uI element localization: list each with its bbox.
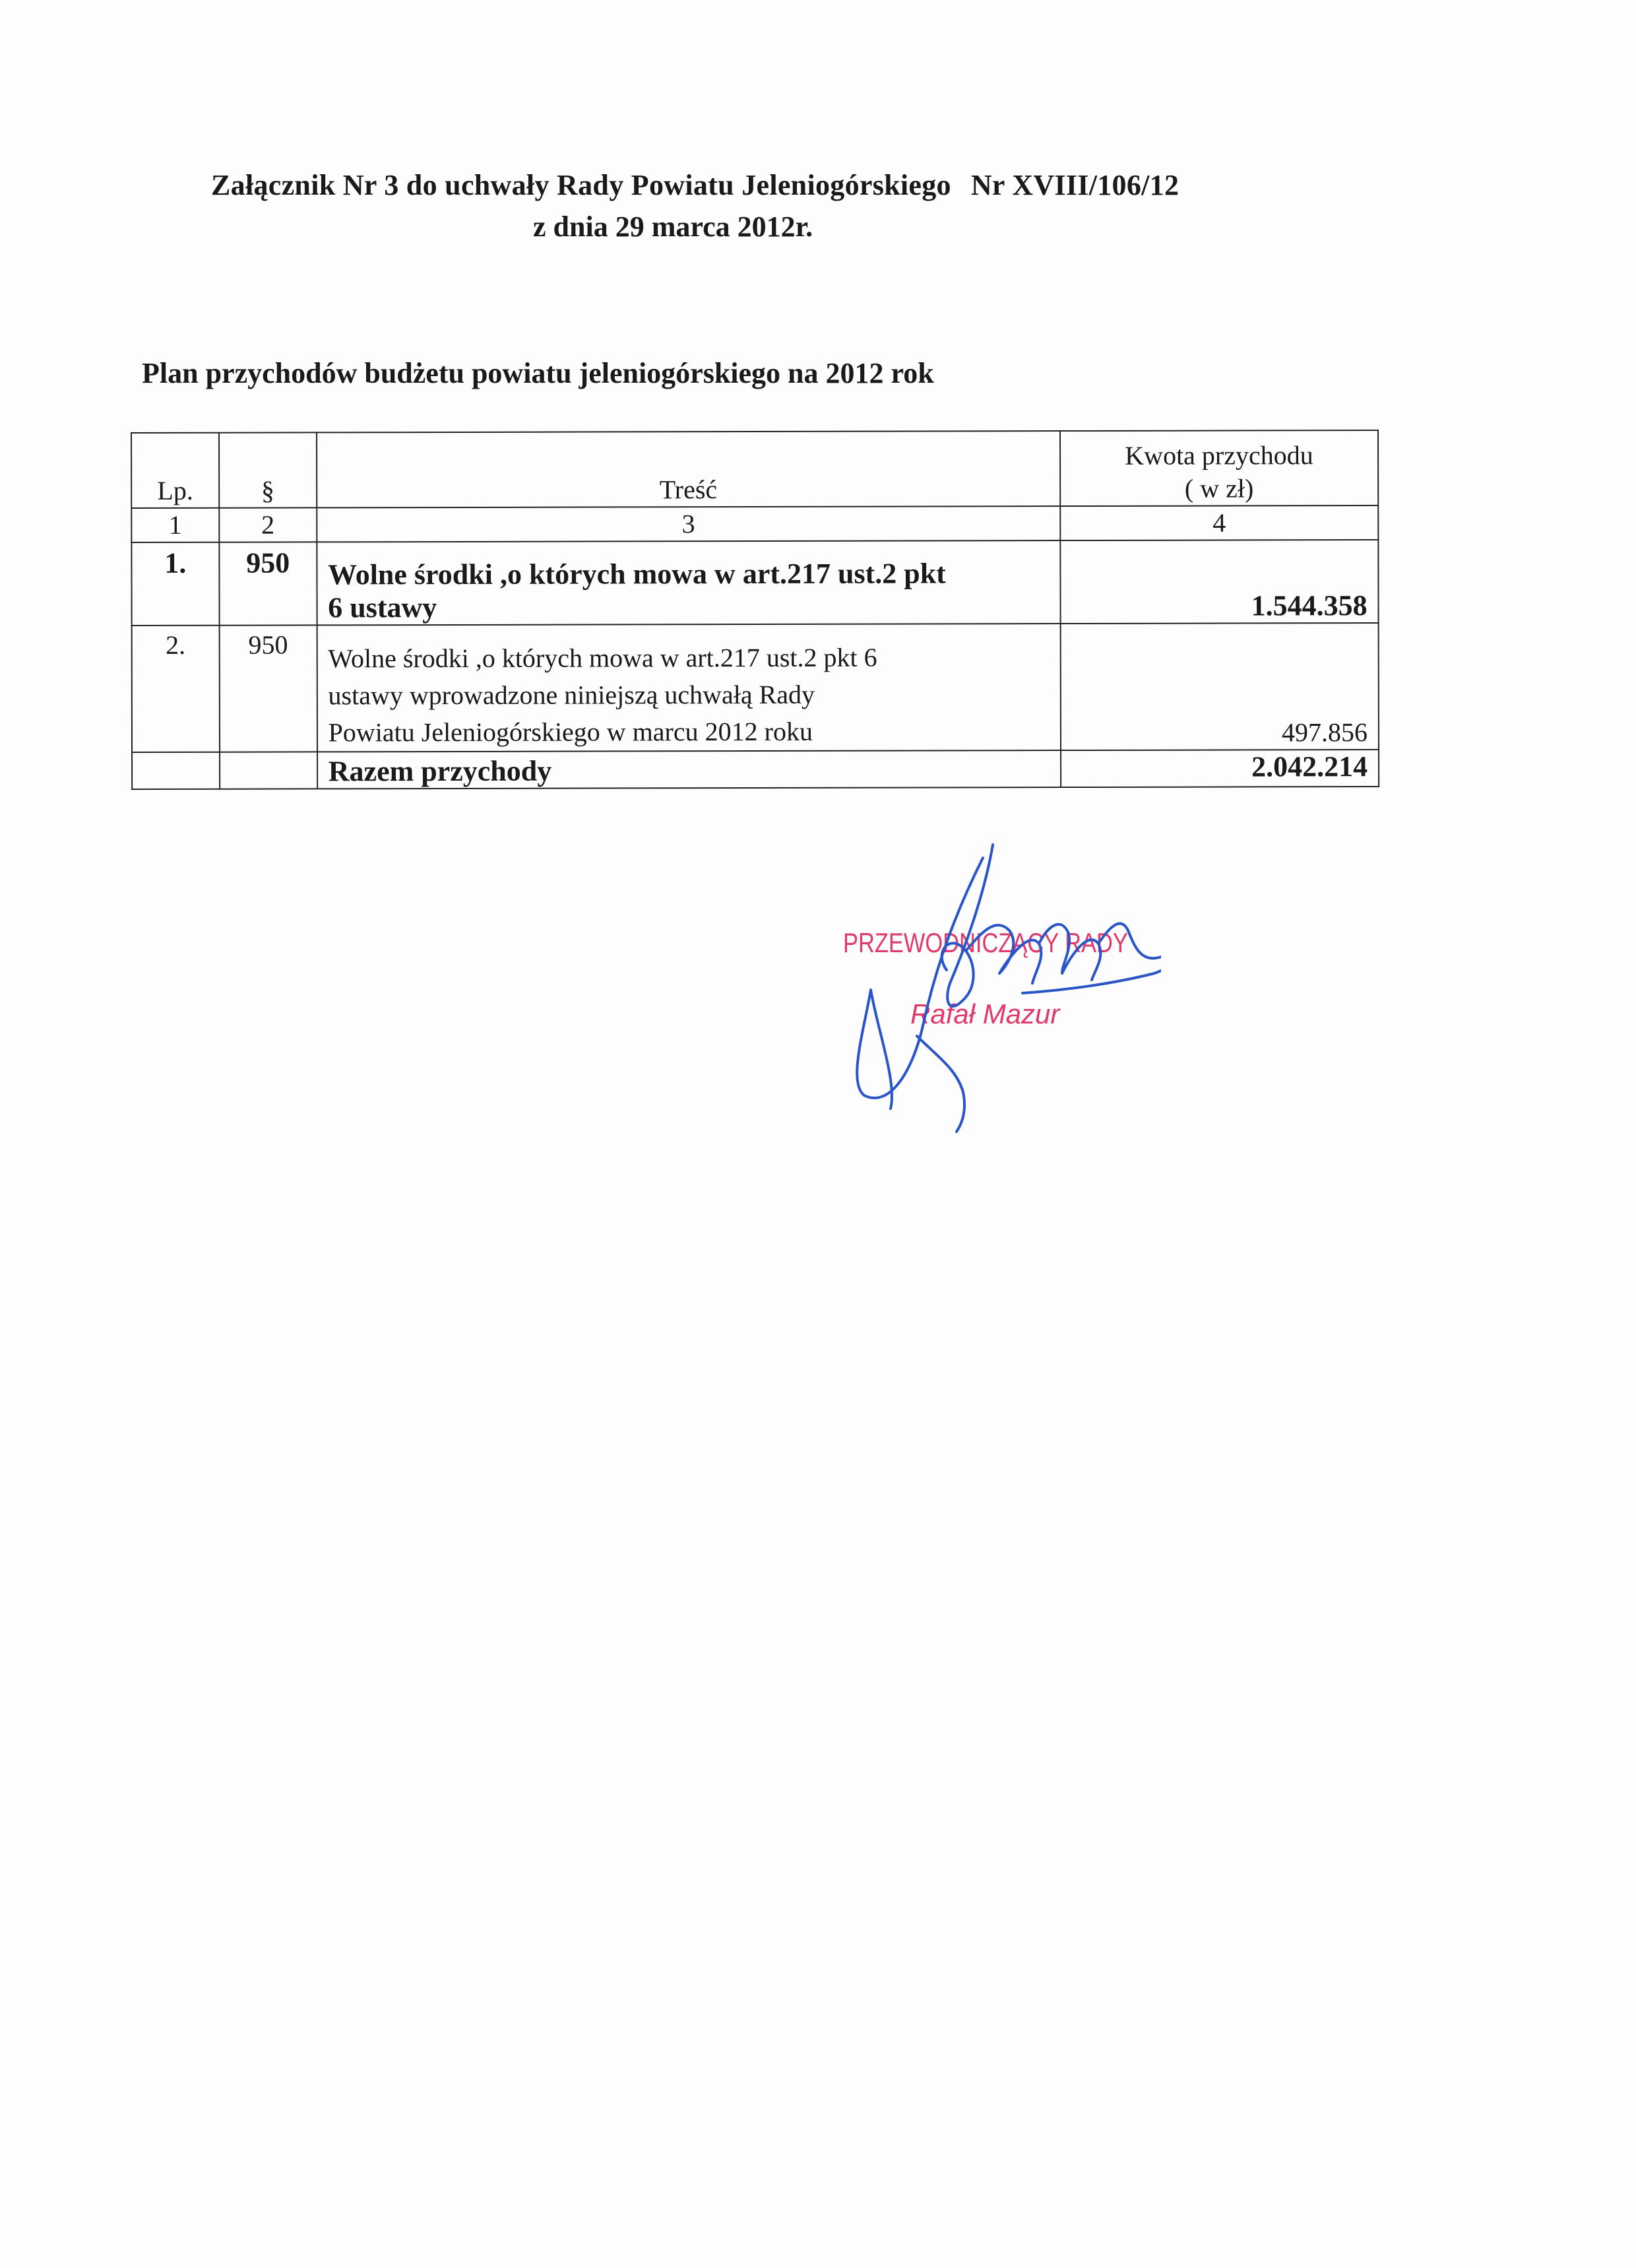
row-tresc-line: ustawy wprowadzone niniejszą uchwałą Rady <box>328 679 815 711</box>
row-tresc-line: Wolne środki ,o których mowa w art.217 ust.2 pkt 6 <box>328 642 877 674</box>
total-label: Razem przychody <box>317 750 1061 789</box>
row-paragraph: 950 <box>219 625 317 752</box>
table-row <box>132 623 1379 752</box>
row-tresc <box>317 624 1061 752</box>
total-kwota: 2.042.214 <box>1061 750 1379 787</box>
header-kwota-line2: ( w zł) <box>1184 473 1254 503</box>
row-paragraph: 950 <box>219 542 317 625</box>
row-kwota: 497.856 <box>1060 623 1379 750</box>
budget-table <box>131 430 1379 790</box>
total-empty-cell <box>132 752 220 789</box>
header-paragraph: § <box>219 432 317 507</box>
table-row <box>131 540 1378 626</box>
table-total-row <box>132 750 1379 789</box>
column-number-row <box>131 505 1378 542</box>
column-number: 3 <box>317 506 1060 542</box>
row-lp: 1. <box>131 542 219 626</box>
row-tresc-line: 6 ustawy <box>328 591 437 624</box>
stamp-title: PRZEWODNICZĄCY RADY <box>843 927 1128 958</box>
row-tresc-line: Powiatu Jeleniogórskiego w marcu 2012 roku <box>328 716 813 748</box>
row-tresc <box>317 540 1060 625</box>
row-kwota: 1.544.358 <box>1060 540 1378 624</box>
header-kwota-line1: Kwota przychodu <box>1125 440 1313 470</box>
resolution-number: Nr XVIII/106/12 <box>970 169 1180 201</box>
attachment-title: Załącznik Nr 3 do uchwały Rady Powiatu Jeleniogórskiego <box>211 169 951 201</box>
column-number: 4 <box>1060 505 1378 540</box>
plan-title: Plan przychodów budżetu powiatu jeleniogórskiego na 2012 rok <box>142 357 934 389</box>
row-tresc-line: Wolne środki ,o których mowa w art.217 ust.2 pkt <box>328 557 946 591</box>
column-number: 2 <box>219 507 317 542</box>
header-kwota <box>1060 430 1378 506</box>
column-number: 1 <box>131 508 219 542</box>
header-lp: Lp. <box>131 433 219 508</box>
header-tresc: Treść <box>317 431 1060 507</box>
table-header-row <box>131 430 1378 508</box>
row-lp: 2. <box>132 626 220 752</box>
resolution-date: z dnia 29 marca 2012r. <box>533 211 813 243</box>
stamp-name: Rafał Mazur <box>910 998 1060 1029</box>
total-empty-cell <box>220 752 317 789</box>
attachment-heading <box>211 168 1179 202</box>
handwritten-signature <box>851 831 1161 1142</box>
